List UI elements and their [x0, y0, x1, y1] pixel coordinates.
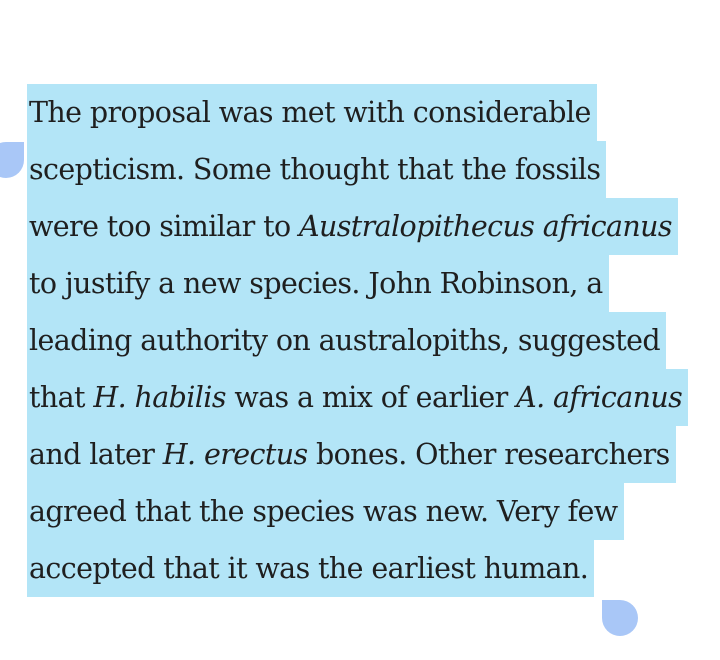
italic-taxon: Australopithecus africanus [298, 210, 672, 243]
italic-taxon: H. habilis [93, 381, 226, 414]
italic-taxon: H. erectus [162, 438, 308, 471]
selection-end-handle[interactable] [602, 600, 638, 636]
selection-highlight [27, 198, 678, 255]
text-line [27, 369, 707, 426]
text-line [27, 198, 707, 255]
text-run: bones. Other researchers [307, 438, 670, 471]
text-run: and later [29, 438, 163, 471]
text-line [27, 540, 707, 597]
selection-highlight [27, 255, 609, 312]
text-line [27, 483, 707, 540]
text-run: agreed that the species was new. Very few [29, 495, 618, 528]
text-run: that [29, 381, 94, 414]
selection-highlight [27, 141, 606, 198]
text-line [27, 84, 707, 141]
selected-paragraph[interactable] [27, 84, 707, 597]
text-line [27, 312, 707, 369]
selection-highlight [27, 312, 666, 369]
selection-highlight [27, 483, 624, 540]
text-run: accepted that it was the earliest human. [29, 552, 589, 585]
text-line [27, 255, 707, 312]
text-line [27, 141, 707, 198]
selection-highlight [27, 369, 688, 426]
text-run: to justify a new species. John Robinson, a [29, 267, 603, 300]
text-run: leading authority on australopiths, suggested [29, 324, 660, 357]
selection-highlight [27, 426, 676, 483]
selection-start-handle[interactable] [0, 142, 24, 178]
text-run: was a mix of earlier [225, 381, 517, 414]
text-run: scepticism. Some thought that the fossils [29, 153, 601, 186]
italic-taxon: A. africanus [516, 381, 683, 414]
selection-highlight [27, 540, 594, 597]
selection-highlight [27, 84, 597, 141]
text-line [27, 426, 707, 483]
text-run: were too similar to [29, 210, 299, 243]
text-run: The proposal was met with considerable [29, 96, 591, 129]
